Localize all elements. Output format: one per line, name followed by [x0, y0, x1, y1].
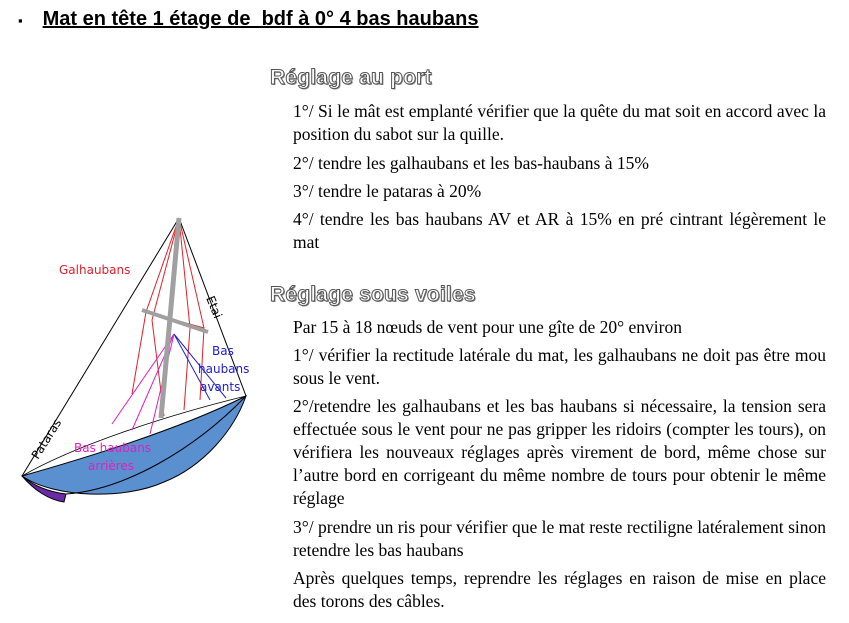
voiles-paragraph-3: 2°/retendre les galhaubans et les bas haubans si nécessaire, la tension sera effectuée sous le vent pour ne pas gripper les ridoirs (compter les tours), on vérifiera les nouveaux réglages après virement de bord, même chose sur l’autre bord en corrigeant du même nombre de tours pour obtenir le même réglage: [293, 396, 826, 508]
port-paragraph-1: 1°/ Si le mât est emplanté vérifier que la quête du mat soit en accord avec la position du sabot sur la quille.: [293, 101, 826, 144]
label-avants: avants: [200, 380, 241, 394]
label-galhaubans: Galhaubans: [59, 263, 131, 277]
port-paragraph-2: 2°/ tendre les galhaubans et les bas-haubans à 15%: [293, 153, 649, 173]
page-title: Mat en tête 1 étage de bdf à 0° 4 bas haubans: [42, 8, 479, 30]
label-pataras: Pataras: [28, 416, 65, 462]
voiles-paragraph-2: 1°/ vérifier la rectitude latérale du mat, les galhaubans ne doit pas être mou sous le vent.: [293, 345, 826, 388]
bullet-icon: ▪: [18, 13, 23, 28]
port-paragraph-4: 4°/ tendre les bas haubans AV et AR à 15% en pré cintrant légèrement le mat: [293, 209, 826, 252]
section-heading-port: Réglage au port: [270, 66, 432, 89]
section-heading-voiles: Réglage sous voiles: [270, 283, 476, 306]
voiles-paragraph-1: Par 15 à 18 nœuds de vent pour une gîte de 20° environ: [293, 317, 682, 337]
label-bas: Bas: [212, 344, 234, 358]
label-bas-haubans: Bas haubans: [74, 441, 152, 455]
voiles-paragraph-5: Après quelques temps, reprendre les réglages en raison de mise en place des torons des câbles.: [293, 568, 826, 611]
label-haubans: haubans: [198, 362, 250, 376]
title-row: [18, 8, 479, 31]
label-arrieres: arrières: [88, 459, 135, 473]
port-paragraph-3: 3°/ tendre le pataras à 20%: [293, 181, 482, 201]
label-etai: Etai: [203, 293, 225, 321]
voiles-paragraph-4: 3°/ prendre un ris pour vérifier que le mat reste rectiligne latéralement sinon retendre les bas haubans: [293, 517, 826, 560]
rigging-diagram: [14, 210, 264, 510]
